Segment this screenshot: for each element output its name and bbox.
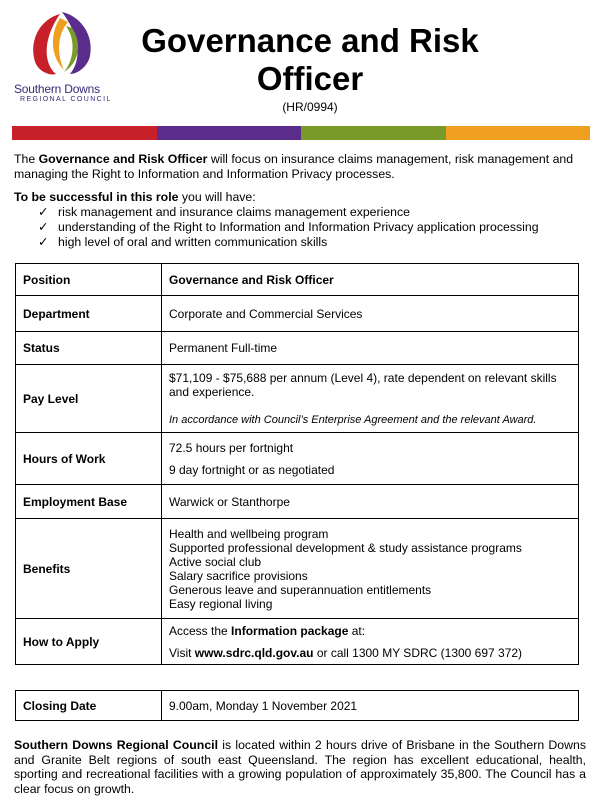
how-to-apply-cell [162,619,579,665]
success-item: ✓ risk management and insurance claims management experience [38,205,586,220]
success-heading [14,190,586,205]
hours-line-1: 72.5 hours per fortnight [169,440,294,455]
employment-base-value: Warwick or Stanthorpe [162,485,579,519]
intro-paragraph [14,152,586,182]
benefit-item: Supported professional development & study assistance programs [169,540,522,555]
benefit-item: Easy regional living [169,596,273,611]
colour-bar-orange [446,126,591,140]
position-label: Position [16,264,162,296]
closing-date-label: Closing Date [16,691,162,721]
department-value: Corporate and Commercial Services [162,296,579,332]
council-description [14,738,586,796]
table-row-hours [16,433,579,485]
closing-date-value: 9.00am, Monday 1 November 2021 [162,691,579,721]
table-row-department [16,296,579,332]
pay-level-cell [162,365,579,433]
success-item: ✓ understanding of the Right to Information and Information Privacy application processing [38,220,586,235]
information-package-text: Information package [231,623,349,638]
council-logo-icon [20,4,100,80]
colour-bar-red [12,126,157,140]
table-row-how-to-apply [16,619,579,665]
reference-number: (HR/0994) [282,100,338,114]
benefit-item: Active social club [169,554,262,569]
position-details-table [15,263,579,665]
success-list [14,205,586,250]
title-line-1: Governance and Risk [141,22,479,59]
logo-subtitle: REGIONAL COUNCIL [20,96,112,103]
pay-level-note: In accordance with Council’s Enterprise Agreement and the relevant Award. [169,413,537,426]
intro-pre: The [14,152,39,166]
colour-bar [12,126,590,140]
benefit-item: Health and wellbeing program [169,526,329,541]
closing-date-table [15,690,579,721]
table-row-position [16,264,579,296]
apply-visit: Visit [169,645,195,660]
apply-pre: Access the [169,623,232,638]
table-row-employment-base [16,485,579,519]
title-line-2: Officer [256,60,364,97]
benefits-label: Benefits [16,519,162,619]
table-row-status [16,332,579,365]
pay-level-value: $71,109 - $75,688 per annum (Level 4), rate dependent on relevant skills and experience. [169,370,557,399]
benefit-item: Salary sacrifice provisions [169,568,308,583]
council-name: Southern Downs Regional Council [14,738,218,752]
hours-line-2: 9 day fortnight or as negotiated [169,462,335,477]
intro-bold: Governance and Risk Officer [38,152,208,166]
hours-cell [162,433,579,485]
success-heading-bold: To be successful in this role [14,190,179,204]
how-to-apply-label: How to Apply [16,619,162,665]
logo-name: Southern Downs [14,82,100,96]
department-label: Department [16,296,162,332]
pay-level-label: Pay Level [16,365,162,433]
success-section [14,190,586,250]
colour-bar-green [301,126,446,140]
table-row-benefits [16,519,579,619]
intro-post: will focus on insurance claims management, risk management and managing the Right to Information and Information Privacy processes. [14,152,574,181]
table-row-closing-date [16,691,579,721]
benefits-cell [162,519,579,619]
apply-line-2 [169,646,578,660]
council-description-text: is located within 2 hours drive of Brisbane in the Southern Downs and Granite Belt regions of south east Queensland. The region has excellent educational, health, sporting and recreational facilities with a growing population of approximately 35,800. The Council has a clear focus on growth. [14,738,586,796]
position-value: Governance and Risk Officer [162,264,579,296]
status-label: Status [16,332,162,365]
hours-label: Hours of Work [16,433,162,485]
apply-phone: or call 1300 MY SDRC (1300 697 372) [313,645,523,660]
employment-base-label: Employment Base [16,485,162,519]
table-row-pay-level [16,365,579,433]
benefit-item: Generous leave and superannuation entitlements [169,582,432,597]
apply-line-1 [169,624,578,638]
page-title [120,22,500,98]
success-heading-rest: you will have: [178,190,256,204]
colour-bar-purple [157,126,302,140]
status-value: Permanent Full-time [162,332,579,365]
council-logo [10,4,110,104]
success-item: ✓ high level of oral and written communication skills [38,235,586,250]
apply-post: at: [348,623,366,638]
website-link[interactable]: www.sdrc.qld.gov.au [194,645,314,660]
